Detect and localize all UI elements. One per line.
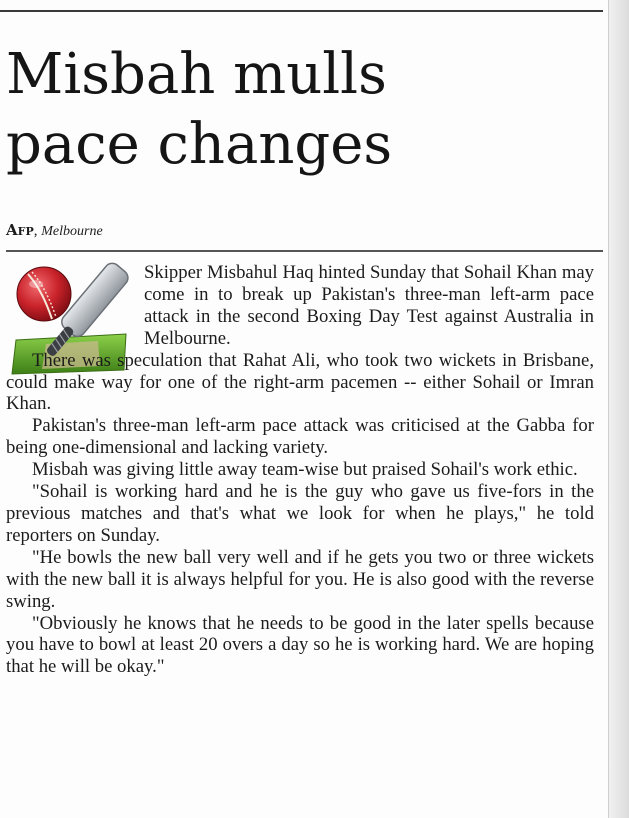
- byline-place: Melbourne: [41, 224, 103, 239]
- headline: [6, 40, 606, 180]
- article-body: [6, 262, 594, 678]
- page-edge-shadow: [608, 0, 629, 818]
- article-paragraph: "Sohail is working hard and he is the guy who gave us five-fors in the previous matches and that's what we look for when he plays," he told reporters on Sunday.: [6, 481, 594, 546]
- article-paragraph: Misbah was giving little away team-wise but praised Sohail's work ethic.: [32, 459, 578, 481]
- byline: [6, 220, 103, 242]
- byline-agency: Afp: [6, 221, 34, 239]
- article-intro: Skipper Misbahul Haq hinted Sunday that Sohail Khan may come in to break up Pakistan's three-man left-arm pace attack in the second Boxing Day Test against Australia in Melbourne.: [144, 262, 594, 349]
- headline-line-1: Misbah mulls: [6, 42, 387, 107]
- byline-rule: [6, 250, 603, 252]
- article-paragraph: There was speculation that Rahat Ali, who took two wickets in Brisbane, could make way for one of the right-arm pacemen -- either Sohail or Imran Khan.: [6, 349, 594, 415]
- headline-line-2: pace changes: [6, 112, 393, 177]
- byline-separator: ,: [33, 223, 42, 239]
- top-rule: [0, 10, 603, 12]
- article-paragraph: Pakistan's three-man left-arm pace attack was criticised at the Gabba for being one-dimensional and lacking variety.: [6, 415, 594, 459]
- article-paragraph: "Obviously he knows that he needs to be good in the later spells because you have to bowl at least 20 overs a day so he is working hard. We are hoping that he will be okay.": [6, 612, 594, 678]
- article-paragraph: "He bowls the new ball very well and if he gets you two or three wickets with the new ball it is always helpful for you. He is also good with the reverse swing.: [6, 546, 594, 612]
